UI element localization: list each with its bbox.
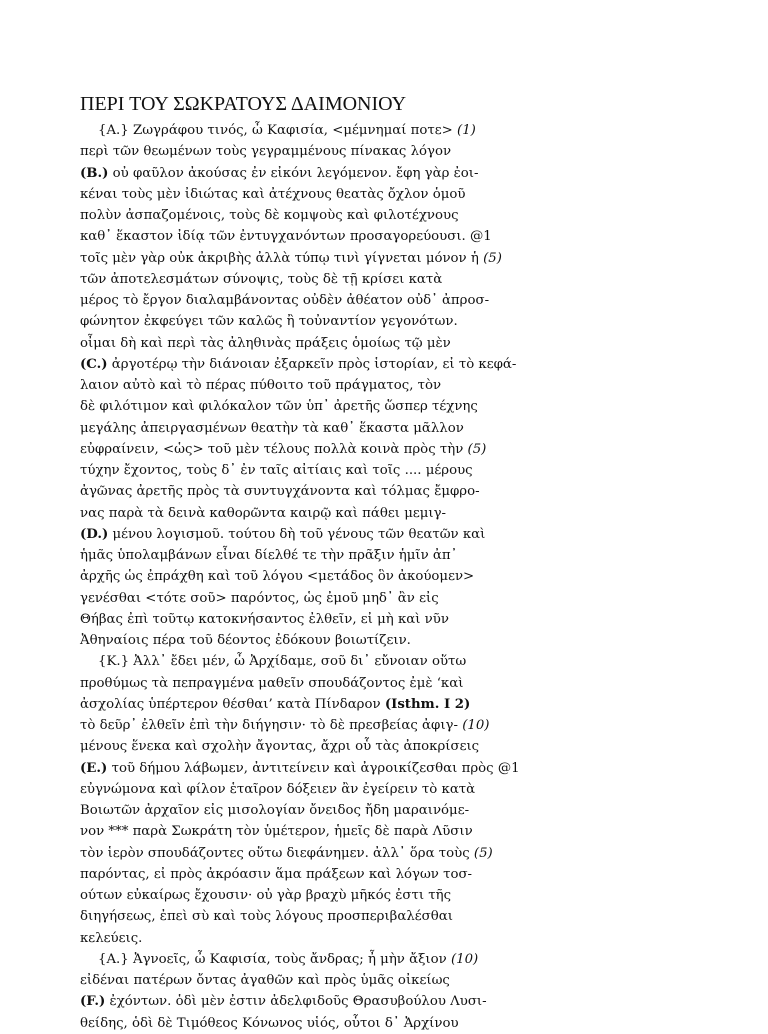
line-text: δὲ φιλότιμον καὶ φιλόκαλον τῶν ὑπ᾽ ἀρετῆς ὥσπερ τέχνης bbox=[80, 399, 478, 415]
line-text: εἰδέναι πατέρων ὄντας ἀγαθῶν καὶ πρὸς ὑμᾶς οἰκείως bbox=[80, 973, 450, 988]
text-line bbox=[80, 439, 700, 460]
line-text: φώνητον ἐκφεύγει τῶν καλῶς ἢ τοὐναντίον γεγονότων. bbox=[80, 314, 458, 330]
line-text: ούτων εὐκαίρως ἔχουσιν· οὐ γὰρ βραχὺ μῆκός ἐστι τῆς bbox=[80, 888, 452, 903]
line-text: τύχην ἔχοντος, τοὺς δ᾽ ἐν ταῖς αἰτίαις καὶ τοῖς .... μέρους bbox=[80, 463, 473, 478]
text-line bbox=[80, 141, 700, 162]
line-text: μεγάλης ἀπειργασμένων θεατὴν τὰ καθ᾽ ἕκαστα μᾶλλον bbox=[80, 420, 464, 436]
line-text: τῶν ἀποτελεσμάτων σύνοψις, τοὺς δὲ τῇ κρίσει κατὰ bbox=[80, 271, 443, 287]
line-text: εὐφραίνειν, <ὡς> τοῦ μὲν τέλους πολλὰ κοινὰ πρὸς τὴν bbox=[80, 441, 468, 457]
text-line bbox=[80, 120, 700, 141]
line-text: περὶ τῶν θεωμένων τοὺς γεγραμμένους πίνακας λόγον bbox=[80, 144, 452, 160]
text-line bbox=[80, 779, 700, 800]
line-text: θείδης, ὁδὶ δὲ Τιμόθεος Κόνωνος υἱός, οὗτοι δ᾽ Ἀρχίνου bbox=[80, 1015, 459, 1031]
line-text: Ἀθηναίοις πέρα τοῦ δέοντος ἐδόκουν βοιωτίζειν. bbox=[80, 633, 411, 648]
text-line bbox=[80, 864, 700, 885]
section-marker: (D.) bbox=[80, 526, 109, 542]
text-line bbox=[80, 396, 700, 417]
line-text: παρόντας, εἰ πρὸς ἀκρόασιν ἅμα πράξεων καὶ λόγων τοσ- bbox=[80, 866, 473, 882]
line-text: τοῖς μὲν γὰρ οὐκ ἀκριβὴς ἀλλὰ τύπῳ τινὶ γίγνεται μόνον ἡ bbox=[80, 250, 484, 266]
text-line bbox=[80, 906, 700, 927]
text-line bbox=[80, 694, 700, 715]
text-line bbox=[80, 715, 700, 736]
text-line bbox=[80, 630, 700, 651]
line-text: τοῦ δήμου λάβωμεν, ἀντιτείνειν καὶ ἀγροικίζεσθαι πρὸς @1 bbox=[107, 760, 520, 776]
line-text: τὸ δεῦρ᾽ ἐλθεῖν ἐπὶ τὴν διήγησιν· τὸ δὲ πρεσβείας ἀφιγ- bbox=[80, 718, 463, 733]
text-line bbox=[80, 460, 700, 481]
text-line bbox=[80, 928, 700, 949]
document-page bbox=[80, 92, 700, 1034]
section-marker: (B.) bbox=[80, 165, 109, 181]
document-body bbox=[80, 120, 700, 1034]
line-text: εὐγνώμονα καὶ φίλον ἑταῖρον δόξειεν ἂν ἐγείρειν τὸ κατὰ bbox=[80, 781, 476, 797]
text-line bbox=[80, 248, 700, 269]
line-text: Βοιωτῶν ἀρχαῖον εἰς μισολογίαν ὄνειδος ἤδη μαραινόμε- bbox=[80, 803, 470, 818]
text-line bbox=[80, 375, 700, 396]
text-line bbox=[80, 354, 700, 375]
text-line bbox=[80, 481, 700, 502]
text-line bbox=[80, 333, 700, 354]
line-text: ἡμᾶς ὑπολαμβάνων εἶναι δίελθέ τε τὴν πρᾶξιν ἡμῖν ἀπ᾽ bbox=[80, 548, 458, 563]
line-text: ἀγῶνας ἀρετῆς πρὸς τὰ συντυγχάνοντα καὶ τόλμας ἔμφρο- bbox=[80, 484, 480, 500]
line-text: γενέσθαι <τότε σοῦ> παρόντος, ὡς ἐμοῦ μηδ᾽ ἂν εἰς bbox=[80, 590, 439, 606]
line-text: μένου λογισμοῦ. τούτου δὴ τοῦ γένους τῶν θεατῶν καὶ bbox=[108, 526, 486, 542]
section-marker: (E.) bbox=[80, 760, 108, 776]
line-text: νας παρὰ τὰ δεινὰ καθορῶντα καιρῷ καὶ πάθει μεμιγ- bbox=[80, 505, 447, 521]
text-line bbox=[80, 290, 700, 311]
text-line bbox=[80, 1013, 700, 1034]
text-line bbox=[80, 503, 700, 524]
text-line bbox=[80, 885, 700, 906]
text-line bbox=[80, 545, 700, 566]
line-text: λαιον αὐτὸ καὶ τὸ πέρας πύθοιτο τοῦ πράγματος, τὸν bbox=[80, 378, 442, 393]
line-text: Θήβας ἐπὶ τοῦτῳ κατοκνήσαντος ἐλθεῖν, εἰ μὴ καὶ νῦν bbox=[80, 611, 449, 627]
line-number: (1) bbox=[457, 123, 476, 138]
text-line bbox=[80, 163, 700, 184]
line-text: ἀργοτέρῳ τὴν διάνοιαν ἐξαρκεῖν πρὸς ἱστορίαν, εἰ τὸ κεφά- bbox=[107, 356, 517, 372]
line-text: οἶμαι δὴ καὶ περὶ τὰς ἀληθινὰς πράξεις ὁμοίως τῷ μὲν bbox=[80, 335, 451, 351]
text-line bbox=[80, 205, 700, 226]
section-marker: (C.) bbox=[80, 356, 108, 372]
line-text: {A.} Ἀγνοεῖς, ὦ Καφισία, τοὺς ἄνδρας; ἦ μὴν ἄξιον bbox=[98, 951, 451, 967]
text-line bbox=[80, 524, 700, 545]
line-number: (5) bbox=[473, 845, 493, 861]
text-line bbox=[80, 821, 700, 842]
text-line bbox=[80, 758, 700, 779]
line-text: νον *** παρὰ Σωκράτη τὸν ὑμέτερον, ἡμεῖς δὲ παρὰ Λῦσιν bbox=[80, 824, 473, 840]
document-title: ΠΕΡΙ ΤΟΥ ΣΩΚΡΑΤΟΥΣ ΔΑΙΜΟΝΙΟΥ bbox=[80, 93, 407, 115]
text-line bbox=[80, 566, 700, 587]
text-line bbox=[80, 991, 700, 1012]
line-text: πολὺν ἀσπαζομένοις, τοὺς δὲ κομψοὺς καὶ φιλοτέχνους bbox=[80, 208, 459, 223]
text-line bbox=[80, 269, 700, 290]
line-text: τὸν ἱερὸν σπουδάζοντες οὕτω διεφάνημεν. ἀλλ᾽ ὅρα τοὺς bbox=[80, 845, 474, 861]
line-text: διηγήσεως, ἐπεὶ σὺ καὶ τοὺς λόγους προσπεριβαλέσθαι bbox=[80, 909, 453, 925]
line-text: μένους ἕνεκα καὶ σχολὴν ἄγοντας, ἄχρι οὗ τὰς ἀποκρίσεις bbox=[80, 739, 480, 755]
text-line bbox=[80, 970, 700, 991]
text-line bbox=[80, 949, 700, 970]
line-number: (10) bbox=[462, 718, 490, 733]
line-text: {K.} Ἀλλ᾽ ἔδει μέν, ὦ Ἀρχίδαμε, σοῦ δι᾽ εὔνοιαν οὕτω bbox=[98, 654, 467, 670]
line-number: (10) bbox=[450, 951, 479, 967]
text-line bbox=[80, 800, 700, 821]
line-text: μέρος τὸ ἔργον διαλαμβάνοντας οὐδὲν ἀθέατον οὐδ᾽ ἀπροσ- bbox=[80, 293, 490, 308]
text-line bbox=[80, 588, 700, 609]
text-line bbox=[80, 843, 700, 864]
line-text: {A.} Ζωγράφου τινός, ὦ Καφισία, <μέμνημαί ποτε> bbox=[98, 123, 457, 138]
line-text: ἀσχολίας ὑπέρτερον θέσθαι’ κατὰ Πίνδαρον bbox=[80, 696, 385, 712]
line-text: ἐχόντων. ὁδὶ μὲν ἐστιν ἀδελφιδοῦς Θρασυβούλου Λυσι- bbox=[105, 994, 487, 1010]
line-text: κέναι τοὺς μὲν ἰδιώτας καὶ ἀτέχνους θεατὰς ὄχλον ὁμοῦ bbox=[80, 186, 466, 202]
section-marker: (F.) bbox=[80, 994, 106, 1010]
line-number: (5) bbox=[467, 441, 487, 457]
line-number: (5) bbox=[483, 250, 502, 266]
line-text: οὐ φαῦλον ἀκούσας ἐν εἰκόνι λεγόμενον. ἔφη γὰρ ἐοι- bbox=[108, 165, 479, 181]
line-text: ἀρχῆς ὡς ἐπράχθη καὶ τοῦ λόγου <μετάδος ὃν ἀκούομεν> bbox=[80, 569, 475, 585]
text-line bbox=[80, 418, 700, 439]
text-line bbox=[80, 736, 700, 757]
section-marker: (Isthm. I 2) bbox=[384, 696, 471, 712]
line-text: καθ᾽ ἕκαστον ἰδίᾳ τῶν ἐντυγχανόντων προσαγορεύουσι. @1 bbox=[80, 229, 492, 245]
text-line bbox=[80, 651, 700, 672]
text-line bbox=[80, 673, 700, 694]
text-line bbox=[80, 311, 700, 332]
text-line bbox=[80, 184, 700, 205]
line-text: προθύμως τὰ πεπραγμένα μαθεῖν σπουδάζοντος ἐμὲ ‘καὶ bbox=[80, 675, 464, 691]
line-text: κελεύεις. bbox=[80, 930, 143, 946]
text-line bbox=[80, 226, 700, 247]
text-line bbox=[80, 609, 700, 630]
